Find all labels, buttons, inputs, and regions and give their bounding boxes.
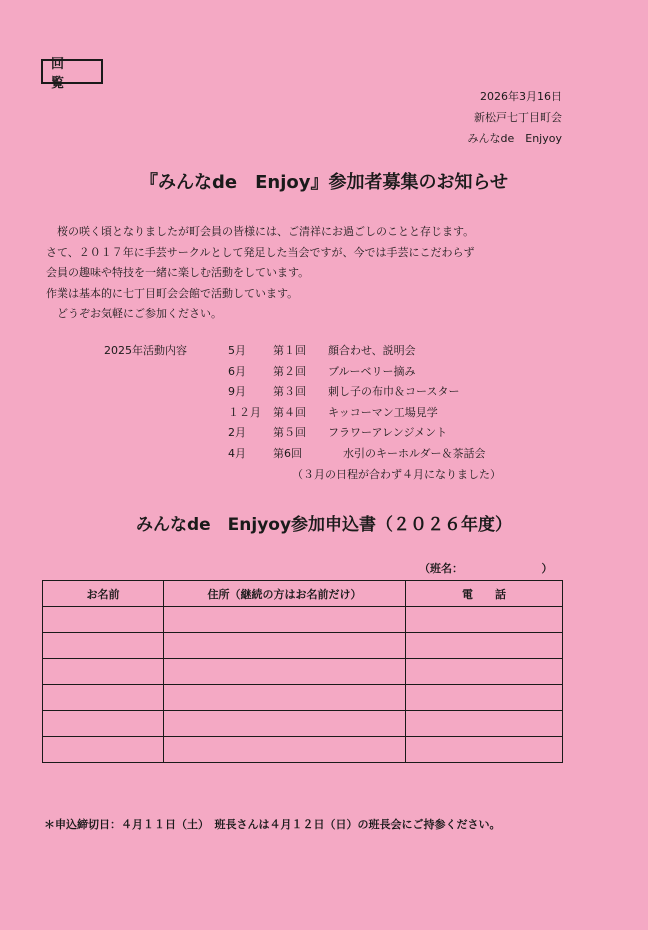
name-cell[interactable]: [43, 685, 164, 711]
phone-cell[interactable]: [406, 737, 563, 763]
activity-month: 9月: [228, 385, 246, 398]
intro-line: さて、２０１７年に手芸サークルとして発足した当会ですが、今では手芸にこだわらず: [46, 245, 475, 259]
activity-name: ブルーベリー摘み: [328, 364, 416, 378]
issue-date: 2026年3月16日: [480, 90, 562, 103]
activity-row: [228, 424, 447, 440]
intro-line: 作業は基本的に七丁目町会会館で活動しています。: [46, 286, 299, 300]
address-cell[interactable]: [164, 711, 406, 737]
phone-cell[interactable]: [406, 607, 563, 633]
table-row: [43, 711, 563, 737]
circular-label: 回 覧: [41, 59, 103, 84]
organization-name: 新松戸七丁目町会: [474, 111, 562, 124]
form-title: みんなde Enjyoy参加申込書（２０２６年度）: [135, 515, 513, 535]
address-cell[interactable]: [164, 633, 406, 659]
column-header-phone: 電 話: [406, 581, 563, 607]
application-table: [42, 580, 563, 763]
activity-month: 5月: [228, 344, 246, 357]
activity-name: 刺し子の布巾＆コースター: [328, 385, 460, 398]
activity-row: [228, 404, 438, 420]
document-meta: [468, 86, 562, 149]
group-name-field[interactable]: [419, 560, 553, 576]
column-header-name: お名前: [43, 581, 164, 607]
activity-name: 顔合わせ、説明会: [328, 344, 416, 357]
activity-row: [228, 445, 486, 461]
activity-month: １２月: [228, 405, 261, 419]
table-header-row: [43, 581, 563, 607]
activity-label: 2025年活動内容: [104, 344, 187, 357]
group-name-close: ）: [541, 562, 553, 575]
address-cell[interactable]: [164, 659, 406, 685]
activity-name: フラワーアレンジメント: [328, 426, 448, 439]
table-row: [43, 607, 563, 633]
activity-session: 第6回: [273, 446, 302, 460]
activity-session: 第５回: [273, 426, 306, 439]
activity-session: 第４回: [273, 405, 306, 419]
group-name: みんなde Enjyoy: [467, 132, 562, 145]
deadline-notice: ＊申込締切日：４月１１日（土） 班長さんは４月１２日（日）の班長会にご持参ください。: [44, 818, 501, 831]
name-cell[interactable]: [43, 737, 164, 763]
address-cell[interactable]: [164, 685, 406, 711]
activity-session: 第３回: [273, 385, 306, 398]
activity-row: [228, 363, 416, 379]
activity-note: （３月の日程が合わず４月になりました）: [292, 468, 501, 481]
activity-session: 第２回: [273, 364, 306, 378]
activity-row: [228, 383, 459, 399]
phone-cell[interactable]: [406, 633, 563, 659]
name-cell[interactable]: [43, 711, 164, 737]
address-cell[interactable]: [164, 737, 406, 763]
phone-cell[interactable]: [406, 685, 563, 711]
activity-row: [228, 342, 416, 358]
activity-name: キッコーマン工場見学: [328, 405, 438, 419]
name-cell[interactable]: [43, 659, 164, 685]
intro-line: 会員の趣味や特技を一緒に楽しむ活動をしています。: [46, 266, 310, 279]
name-cell[interactable]: [43, 607, 164, 633]
table-row: [43, 633, 563, 659]
phone-cell[interactable]: [406, 711, 563, 737]
column-header-address: 住所（継続の方はお名前だけ）: [164, 581, 406, 607]
page-title: 『みんなde Enjoy』参加者募集のお知らせ: [140, 172, 508, 193]
group-name-label: （班名：: [419, 562, 458, 575]
address-cell[interactable]: [164, 607, 406, 633]
name-cell[interactable]: [43, 633, 164, 659]
table-row: [43, 737, 563, 763]
activity-name: 水引のキーホルダー＆茶話会: [343, 446, 486, 460]
phone-cell[interactable]: [406, 659, 563, 685]
intro-text: [46, 222, 474, 325]
intro-line: どうぞお気軽にご参加ください。: [46, 307, 222, 320]
activity-month: 6月: [228, 364, 246, 378]
table-row: [43, 685, 563, 711]
activity-month: 4月: [228, 446, 246, 460]
activity-session: 第１回: [273, 344, 306, 357]
activity-month: 2月: [228, 426, 246, 439]
table-row: [43, 659, 563, 685]
intro-line: 桜の咲く頃となりましたが町会員の皆様には、ご清祥にお過ごしのことと存じます。: [46, 225, 475, 238]
